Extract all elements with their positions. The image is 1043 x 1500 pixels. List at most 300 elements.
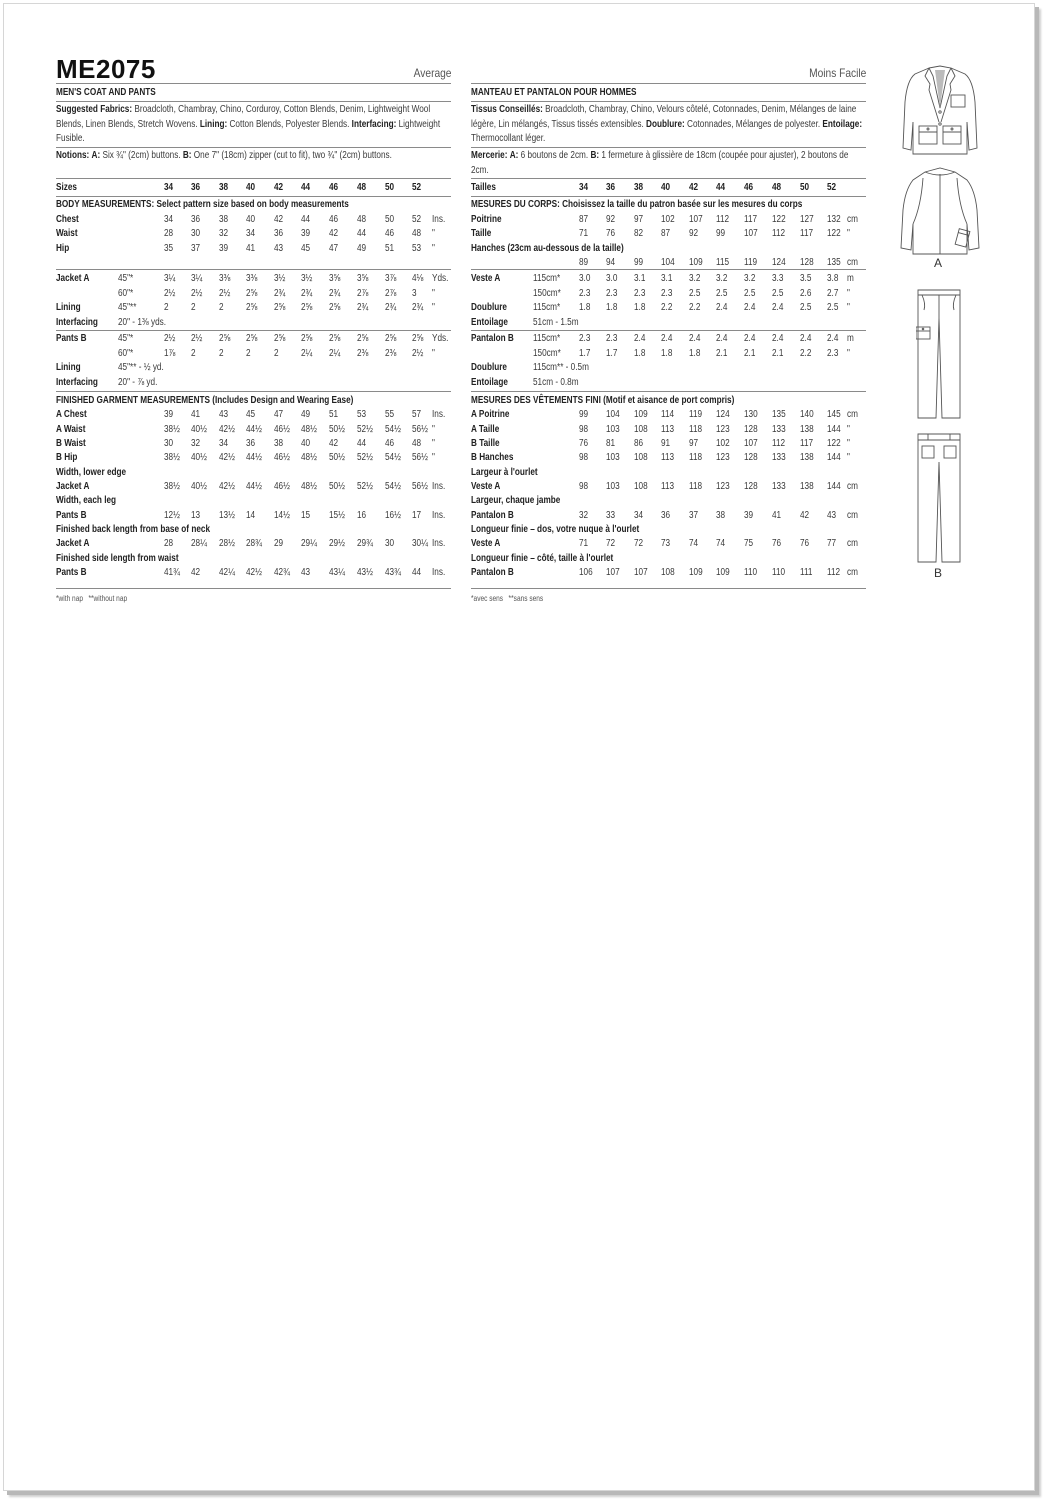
measurement-value: 49 bbox=[357, 242, 367, 254]
finished-value: 56½ bbox=[412, 423, 428, 435]
yardage-value: 2.4 bbox=[634, 333, 646, 344]
yardage-value: 3⅞ bbox=[385, 273, 397, 284]
finished-value: 86 bbox=[634, 438, 644, 449]
yardage-value: 4⅛ bbox=[412, 273, 424, 284]
yardage-value: 2.4 bbox=[744, 302, 756, 313]
finished-value: 13½ bbox=[219, 509, 235, 521]
pants-back-sketch-icon bbox=[916, 432, 962, 566]
divider bbox=[471, 330, 866, 331]
yardage-value: 3.2 bbox=[689, 273, 701, 284]
yardage-value: 3.0 bbox=[606, 273, 618, 284]
finished-value: 46½ bbox=[274, 452, 290, 464]
yardage-value: 3.2 bbox=[716, 273, 728, 284]
fabric-width: 60"* bbox=[118, 347, 134, 359]
pants-front-sketch-icon bbox=[916, 288, 962, 422]
yardage-value: 2.7 bbox=[827, 287, 839, 299]
finished-value: 32 bbox=[191, 438, 201, 449]
divider bbox=[56, 269, 451, 270]
garment-title: MANTEAU ET PANTALON POUR HOMMES bbox=[471, 87, 637, 98]
unit-label: " bbox=[847, 423, 850, 435]
finished-value: 38 bbox=[716, 509, 726, 521]
finished-value: 107 bbox=[634, 567, 648, 579]
yardage-value: 3⅝ bbox=[329, 273, 341, 284]
fabrics-label: Tissus Conseillés: bbox=[471, 104, 543, 115]
yardage-value: 2.3 bbox=[606, 333, 618, 344]
finished-value: 41¾ bbox=[164, 567, 180, 579]
yardage-value: 2.4 bbox=[800, 333, 812, 344]
finished-value: 145 bbox=[827, 409, 841, 421]
finished-row-label: B Hip bbox=[56, 452, 78, 464]
fabric-width: 150cm* bbox=[533, 347, 561, 359]
finished-value: 91 bbox=[661, 438, 671, 449]
size-column-header: 36 bbox=[191, 182, 201, 193]
yardage-value: 2 bbox=[191, 347, 196, 359]
finished-row-label: Pantalon B bbox=[471, 509, 514, 521]
measurement-value: 89 bbox=[579, 257, 589, 268]
finished-value: 34 bbox=[219, 438, 229, 449]
measurement-value: 92 bbox=[606, 213, 616, 225]
measurement-value: 128 bbox=[800, 257, 814, 268]
measurement-value: 47 bbox=[329, 242, 339, 254]
finished-value: 113 bbox=[661, 452, 675, 464]
yardage-value: 2.3 bbox=[634, 287, 646, 299]
finished-value: 42 bbox=[191, 567, 201, 579]
divider bbox=[56, 196, 451, 197]
measurement-row-label: Waist bbox=[56, 228, 78, 239]
yardage-value: 3½ bbox=[274, 273, 286, 284]
finished-row-label: B Waist bbox=[56, 438, 86, 449]
yardage-value: 2.4 bbox=[716, 302, 728, 313]
divider bbox=[56, 147, 451, 148]
finished-value: 138 bbox=[800, 452, 814, 464]
finished-value: 133 bbox=[772, 423, 786, 435]
view-b-label: B bbox=[934, 566, 943, 580]
fabric-width: 20" - ⅞ yd. bbox=[118, 376, 158, 388]
finished-value: 40½ bbox=[191, 481, 207, 493]
finished-value: 103 bbox=[606, 481, 620, 493]
measurement-value: 44 bbox=[301, 213, 311, 225]
finished-value: 41 bbox=[772, 509, 782, 521]
yardage-value: 3.8 bbox=[827, 273, 839, 284]
size-column-header: 52 bbox=[412, 182, 422, 193]
finished-value: 48½ bbox=[301, 423, 317, 435]
measurement-value: 42 bbox=[329, 228, 339, 239]
unit-label: " bbox=[432, 452, 435, 464]
fabric-width: 115cm* bbox=[533, 273, 561, 284]
yardage-value: 2.4 bbox=[689, 333, 701, 344]
measurement-value: 107 bbox=[744, 228, 758, 239]
finished-value: 40½ bbox=[191, 423, 207, 435]
measurement-value: 119 bbox=[744, 257, 758, 268]
finished-value: 54½ bbox=[385, 452, 401, 464]
yardage-value: 2½ bbox=[164, 287, 176, 299]
unit-label: " bbox=[847, 287, 850, 299]
measurement-value: 36 bbox=[191, 213, 201, 225]
yardage-value: 2⅝ bbox=[246, 333, 258, 344]
finished-value: 98 bbox=[579, 423, 589, 435]
divider bbox=[56, 101, 451, 102]
yardage-value: 2⅝ bbox=[246, 287, 258, 299]
finished-value: 43½ bbox=[357, 567, 373, 579]
yardage-value: 2.5 bbox=[744, 287, 756, 299]
pattern-envelope-back bbox=[3, 3, 1035, 1491]
yardage-row-label: Entoilage bbox=[471, 376, 508, 388]
notions-b-label: B: bbox=[590, 150, 600, 161]
yardage-row-label: Interfacing bbox=[56, 376, 98, 388]
finished-value: 42½ bbox=[219, 423, 235, 435]
body-measurements-heading: MESURES DU CORPS: Choisissez la taille du patron basée sur les mesures du corps bbox=[471, 199, 803, 210]
measurement-value: 132 bbox=[827, 213, 841, 225]
yardage-value: 2¾ bbox=[385, 302, 397, 313]
measurement-value: 28 bbox=[164, 228, 174, 239]
yardage-value: 2⅝ bbox=[219, 333, 231, 344]
finished-value: 118 bbox=[689, 481, 703, 493]
finished-value: 44 bbox=[412, 567, 422, 579]
finished-value: 130 bbox=[744, 409, 758, 421]
finished-value: 42 bbox=[800, 509, 810, 521]
yardage-value: 2 bbox=[164, 302, 169, 313]
finished-value: 34 bbox=[634, 509, 644, 521]
unit-label: " bbox=[847, 228, 850, 239]
finished-value: 108 bbox=[634, 481, 648, 493]
yardage-value: 3 bbox=[412, 287, 417, 299]
finished-row-label: A Waist bbox=[56, 423, 86, 435]
unit-label: " bbox=[432, 302, 435, 313]
pattern-code: ME2075 bbox=[56, 54, 156, 84]
yardage-row-label: Lining bbox=[56, 302, 81, 313]
yardage-value: 2.4 bbox=[716, 333, 728, 344]
finished-row-label: Pantalon B bbox=[471, 567, 514, 579]
finished-value: 133 bbox=[772, 452, 786, 464]
size-column-header: 44 bbox=[716, 182, 726, 193]
yardage-value: 2.2 bbox=[689, 302, 701, 313]
measurement-row-label: Chest bbox=[56, 213, 79, 225]
interfacing-text: Thermocollant léger. bbox=[471, 133, 546, 144]
yardage-value: 2.2 bbox=[661, 302, 673, 313]
finished-value: 51 bbox=[329, 409, 339, 421]
finished-value: 29 bbox=[274, 538, 284, 550]
notions-b-text: 1 fermeture à glissière de 18cm (coupée pour ajuster), 2 boutons de 2cm. bbox=[471, 150, 849, 176]
fabric-width: 115cm* bbox=[533, 333, 561, 344]
unit-label: " bbox=[847, 438, 850, 449]
finished-value: 108 bbox=[661, 567, 675, 579]
notions-label: Mercerie: bbox=[471, 150, 508, 161]
measurement-value: 82 bbox=[634, 228, 644, 239]
finished-value: 46½ bbox=[274, 423, 290, 435]
finished-value: 74 bbox=[716, 538, 726, 550]
fabrics-text: Broadcloth, Chambray, Chino, Corduroy, Cotton Blends, Denim, Lightweight Wool Blends, Linen Blends, Stretch Wovens. bbox=[56, 104, 431, 130]
yardage-value: 2¾ bbox=[301, 287, 313, 299]
sizes-header: Tailles bbox=[471, 182, 496, 193]
finished-row-label: Pants B bbox=[56, 567, 87, 579]
divider bbox=[471, 269, 866, 270]
finished-value: 16 bbox=[357, 509, 367, 521]
finished-value: 144 bbox=[827, 481, 841, 493]
notions-b-text: One 7" (18cm) zipper (cut to fit), two ¾" (2cm) buttons. bbox=[193, 150, 392, 161]
yardage-value: 3⅜ bbox=[246, 273, 258, 284]
fabric-width: 150cm* bbox=[533, 287, 561, 299]
yardage-value: 3¼ bbox=[164, 273, 176, 284]
finished-value: 40½ bbox=[191, 452, 207, 464]
finished-value: 111 bbox=[800, 567, 813, 579]
unit-label: cm bbox=[847, 213, 858, 225]
unit-label: cm bbox=[847, 409, 858, 421]
fabric-width: 115cm** - 0.5m bbox=[533, 362, 589, 373]
finished-value: 119 bbox=[689, 409, 703, 421]
finished-value: 107 bbox=[744, 438, 758, 449]
finished-value: 118 bbox=[689, 423, 703, 435]
finished-value: 140 bbox=[800, 409, 814, 421]
finished-value: 57 bbox=[412, 409, 422, 421]
yardage-value: 2⅞ bbox=[357, 287, 369, 299]
finished-value: 15 bbox=[301, 509, 311, 521]
yardage-value: 3½ bbox=[301, 273, 313, 284]
unit-label: Ins. bbox=[432, 509, 446, 521]
finished-value: 55 bbox=[385, 409, 395, 421]
nap-footnote: *avec sens **sans sens bbox=[471, 594, 544, 603]
yardage-value: 2¼ bbox=[329, 347, 341, 359]
yardage-value: 2¾ bbox=[329, 287, 341, 299]
measurement-value: 52 bbox=[412, 213, 422, 225]
measurement-value: 34 bbox=[246, 228, 256, 239]
yardage-value: 3.3 bbox=[772, 273, 784, 284]
measurement-value: 87 bbox=[661, 228, 671, 239]
finished-row-label: A Poitrine bbox=[471, 409, 510, 421]
yardage-value: 3.1 bbox=[634, 273, 646, 284]
finished-value: 30¼ bbox=[412, 538, 428, 550]
yardage-value: 2.3 bbox=[606, 287, 618, 299]
interfacing-label: Interfacing: bbox=[351, 118, 397, 130]
yardage-value: 2 bbox=[274, 347, 279, 359]
yardage-value: 2⅝ bbox=[357, 333, 369, 344]
fabric-width: 45"* bbox=[118, 333, 134, 344]
difficulty-label: Average bbox=[413, 66, 451, 80]
measurement-value: 117 bbox=[800, 228, 814, 239]
size-column-header: 48 bbox=[772, 182, 782, 193]
finished-subheading: Width, lower edge bbox=[56, 466, 127, 478]
yardage-value: 2⅝ bbox=[412, 333, 424, 344]
measurement-value: 39 bbox=[219, 242, 229, 254]
measurement-value: 45 bbox=[301, 242, 311, 254]
suggested-fabrics bbox=[471, 103, 865, 147]
size-column-header: 40 bbox=[246, 182, 256, 193]
finished-value: 43¼ bbox=[329, 567, 345, 579]
yardage-value: 2.1 bbox=[772, 347, 784, 359]
finished-value: 49 bbox=[301, 409, 311, 421]
yardage-value: 3.0 bbox=[579, 273, 591, 284]
finished-value: 103 bbox=[606, 452, 620, 464]
unit-label: m bbox=[847, 273, 854, 284]
garment-title: MEN'S COAT AND PANTS bbox=[56, 87, 156, 98]
finished-value: 36 bbox=[661, 509, 671, 521]
fabric-width: 45"** - ½ yd. bbox=[118, 362, 164, 373]
unit-label: " bbox=[847, 302, 850, 313]
finished-value: 12½ bbox=[164, 509, 180, 521]
finished-value: 103 bbox=[606, 423, 620, 435]
measurement-value: 43 bbox=[274, 242, 284, 254]
notions-a-label: A: bbox=[91, 150, 101, 161]
measurement-value: 135 bbox=[827, 257, 841, 268]
finished-value: 42½ bbox=[219, 452, 235, 464]
finished-value: 28 bbox=[164, 538, 174, 550]
yardage-value: 2.5 bbox=[716, 287, 728, 299]
finished-measurements-heading: FINISHED GARMENT MEASUREMENTS (Includes Design and Wearing Ease) bbox=[56, 395, 354, 406]
measurement-value: 92 bbox=[689, 228, 699, 239]
yardage-value: 2 bbox=[191, 302, 196, 313]
measurement-value: 38 bbox=[219, 213, 229, 225]
finished-subheading: Largeur à l'ourlet bbox=[471, 466, 538, 478]
finished-value: 52½ bbox=[357, 452, 373, 464]
measurement-value: 112 bbox=[772, 228, 786, 239]
finished-value: 106 bbox=[579, 567, 593, 579]
measurement-value: 40 bbox=[246, 213, 256, 225]
yardage-value: 2⅝ bbox=[301, 333, 313, 344]
finished-value: 98 bbox=[579, 452, 589, 464]
yardage-row-label: Jacket A bbox=[56, 273, 90, 284]
yardage-value: 2.5 bbox=[772, 287, 784, 299]
measurement-value: 109 bbox=[689, 257, 703, 268]
finished-value: 97 bbox=[689, 438, 699, 449]
size-column-header: 52 bbox=[827, 182, 837, 193]
yardage-row-label: Lining bbox=[56, 362, 81, 373]
yardage-value: 1.7 bbox=[579, 347, 591, 359]
yardage-row-label: Entoilage bbox=[471, 316, 508, 328]
difficulty-label: Moins Facile bbox=[808, 66, 866, 80]
size-column-header: 46 bbox=[329, 182, 339, 193]
yardage-value: 1.8 bbox=[634, 302, 646, 313]
unit-label: " bbox=[432, 242, 435, 254]
yardage-value: 2.5 bbox=[689, 287, 701, 299]
yardage-value: 2½ bbox=[191, 287, 203, 299]
finished-value: 123 bbox=[716, 423, 730, 435]
yardage-value: 2.3 bbox=[827, 347, 839, 359]
yardage-value: 2⅝ bbox=[274, 333, 286, 344]
measurement-value: 48 bbox=[357, 213, 367, 225]
yardage-row-label: Pants B bbox=[56, 333, 87, 344]
finished-value: 110 bbox=[772, 567, 786, 579]
yardage-value: 1.8 bbox=[689, 347, 701, 359]
yardage-value: 3⅜ bbox=[219, 273, 231, 284]
finished-value: 43 bbox=[219, 409, 229, 421]
unit-label: cm bbox=[847, 257, 858, 268]
unit-label: " bbox=[432, 438, 435, 449]
yardage-value: 3.5 bbox=[800, 273, 812, 284]
finished-subheading: Largeur, chaque jambe bbox=[471, 495, 561, 507]
measurement-value: 76 bbox=[606, 228, 616, 239]
finished-value: 14 bbox=[246, 509, 256, 521]
finished-value: 42½ bbox=[246, 567, 262, 579]
finished-value: 122 bbox=[827, 438, 841, 449]
size-column-header: 48 bbox=[357, 182, 367, 193]
notions-a-text: 6 boutons de 2cm. bbox=[520, 150, 589, 161]
yardage-value: 2¾ bbox=[357, 302, 369, 313]
finished-value: 72 bbox=[606, 538, 616, 550]
size-column-header: 44 bbox=[301, 182, 311, 193]
finished-value: 40 bbox=[301, 438, 311, 449]
finished-value: 39 bbox=[744, 509, 754, 521]
yardage-value: 1.8 bbox=[606, 302, 618, 313]
measurement-value: 122 bbox=[827, 228, 841, 239]
measurement-value: 30 bbox=[191, 228, 201, 239]
finished-value: 75 bbox=[744, 538, 754, 550]
finished-value: 42¾ bbox=[274, 567, 290, 579]
finished-value: 38½ bbox=[164, 423, 180, 435]
yardage-value: 2¾ bbox=[412, 302, 424, 313]
finished-value: 29¾ bbox=[357, 538, 373, 550]
measurement-value: 94 bbox=[606, 257, 616, 268]
finished-value: 109 bbox=[716, 567, 730, 579]
yardage-value: 1.7 bbox=[606, 347, 618, 359]
finished-value: 123 bbox=[716, 481, 730, 493]
size-column-header: 46 bbox=[744, 182, 754, 193]
divider bbox=[471, 83, 866, 84]
size-column-header: 50 bbox=[800, 182, 810, 193]
finished-value: 52½ bbox=[357, 423, 373, 435]
finished-value: 123 bbox=[716, 452, 730, 464]
finished-value: 104 bbox=[606, 409, 620, 421]
measurement-value: 104 bbox=[661, 257, 675, 268]
finished-value: 15½ bbox=[329, 509, 345, 521]
finished-value: 37 bbox=[689, 509, 699, 521]
finished-value: 45 bbox=[246, 409, 256, 421]
finished-value: 117 bbox=[800, 438, 814, 449]
measurement-value: 50 bbox=[385, 213, 395, 225]
finished-value: 144 bbox=[827, 452, 841, 464]
finished-value: 46½ bbox=[274, 481, 290, 493]
unit-label: Yds. bbox=[432, 333, 449, 344]
finished-value: 72 bbox=[634, 538, 644, 550]
finished-value: 48 bbox=[412, 438, 422, 449]
measurement-value: 99 bbox=[716, 228, 726, 239]
jacket-back-sketch-icon bbox=[899, 166, 981, 258]
yardage-value: 2⅞ bbox=[385, 287, 397, 299]
unit-label: Ins. bbox=[432, 213, 446, 225]
measurement-row-label: Taille bbox=[471, 228, 492, 239]
measurement-value: 97 bbox=[634, 213, 644, 225]
finished-value: 29¼ bbox=[301, 538, 317, 550]
yardage-value: 2.4 bbox=[827, 333, 839, 344]
finished-value: 54½ bbox=[385, 423, 401, 435]
finished-value: 77 bbox=[827, 538, 837, 550]
finished-value: 110 bbox=[744, 567, 758, 579]
finished-value: 56½ bbox=[412, 452, 428, 464]
yardage-value: 2⅝ bbox=[329, 333, 341, 344]
finished-value: 14½ bbox=[274, 509, 290, 521]
yardage-value: 2.1 bbox=[744, 347, 756, 359]
measurement-row-label: Hip bbox=[56, 242, 70, 254]
yardage-value: 2⅜ bbox=[385, 347, 397, 359]
body-measurements-heading: BODY MEASUREMENTS: Select pattern size based on body measurements bbox=[56, 199, 349, 210]
finished-value: 98 bbox=[579, 481, 589, 493]
fabric-width: 60"* bbox=[118, 287, 134, 299]
fabric-width: 115cm* bbox=[533, 302, 561, 313]
finished-value: 47 bbox=[274, 409, 284, 421]
yardage-value: 2 bbox=[219, 302, 224, 313]
fabric-width: 20" - 1⅜ yds. bbox=[118, 316, 167, 328]
measurement-row-label: Poitrine bbox=[471, 213, 502, 225]
measurement-value: 48 bbox=[412, 228, 422, 239]
finished-value: 29½ bbox=[329, 538, 345, 550]
divider bbox=[471, 101, 866, 102]
unit-label: m bbox=[847, 333, 854, 344]
finished-value: 42 bbox=[329, 438, 339, 449]
interfacing-label: Entoilage: bbox=[822, 118, 863, 130]
measurement-value: 115 bbox=[716, 257, 730, 268]
size-column-header: 36 bbox=[606, 182, 616, 193]
finished-measurements-heading: MESURES DES VÊTEMENTS FINI (Motif et aisance de port compris) bbox=[471, 395, 735, 406]
finished-value: 81 bbox=[606, 438, 616, 449]
finished-value: 52½ bbox=[357, 481, 373, 493]
